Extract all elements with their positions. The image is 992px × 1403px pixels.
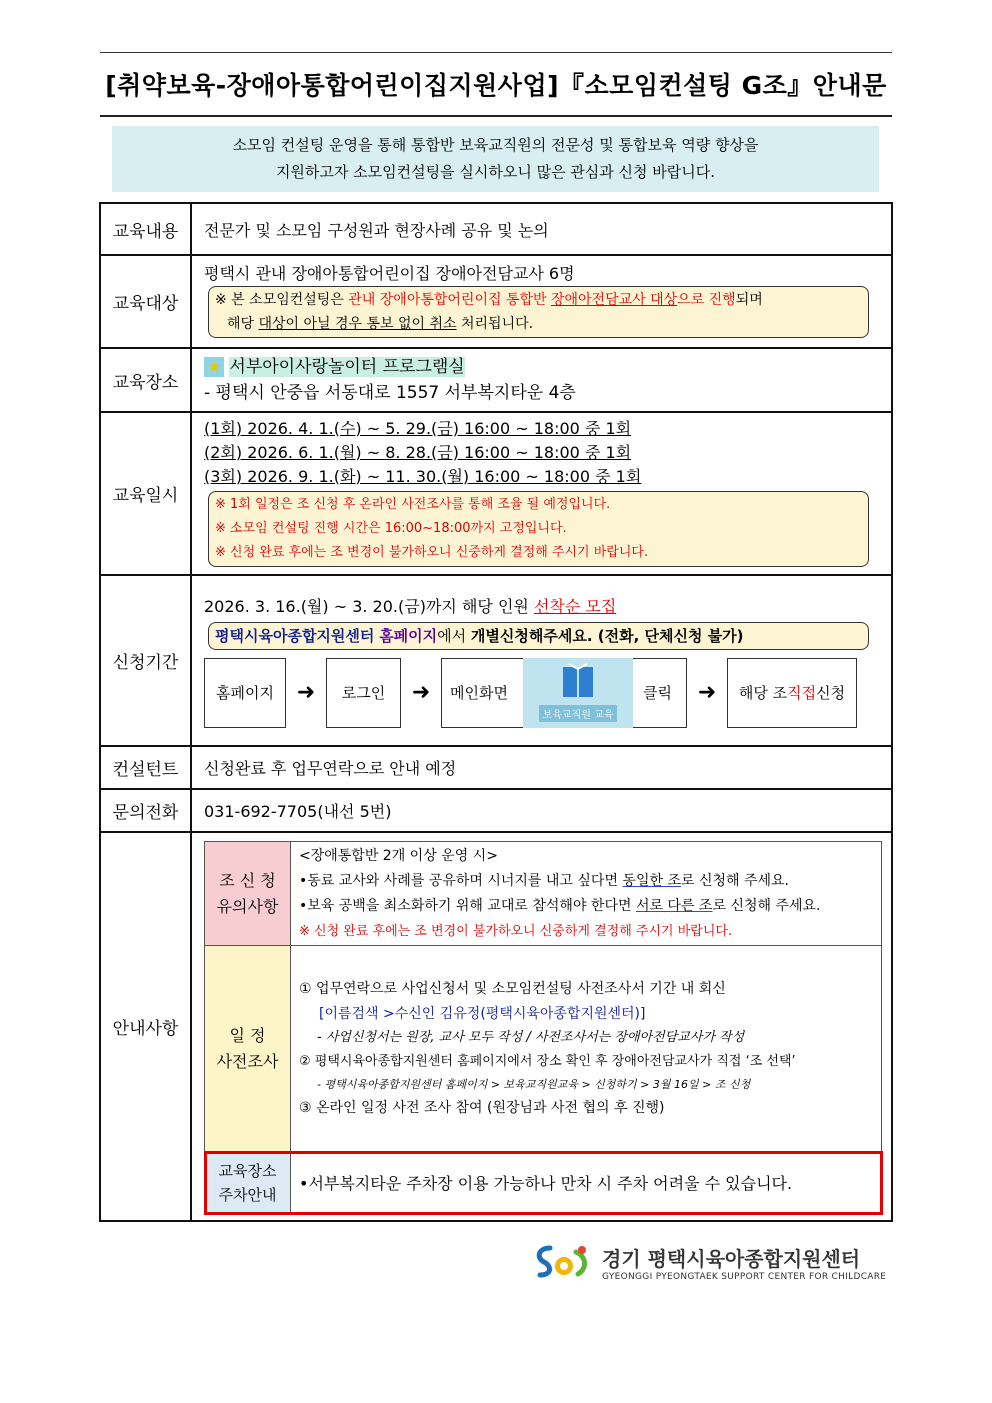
label-consultant: 컨설턴트 <box>100 746 191 789</box>
row-place <box>100 348 892 412</box>
session-3 <box>204 465 879 489</box>
guide-group-bullet-1 <box>299 869 881 894</box>
value-consultant: 신청완료 후 업무연락으로 안내 예정 <box>191 746 892 789</box>
row-schedule <box>100 412 892 575</box>
apply-note-center: 평택시육아종합지원센터 <box>215 626 375 645</box>
flow-apply-direct: 직접 <box>787 684 817 702</box>
apply-note-mid: 에서 <box>437 626 471 645</box>
row-guide <box>100 832 892 1221</box>
flow-main-text: 메인화면 <box>450 684 508 702</box>
guide-row-group <box>205 842 882 946</box>
flow-apply-text: 해당 조 <box>738 684 788 702</box>
book-label: 보육교직원 교육 <box>539 705 618 722</box>
guide-label-survey-1: 일 정 <box>229 1025 266 1045</box>
guide-group-heading: <장애통합반 2개 이상 운영 시> <box>299 847 498 864</box>
guide-row-parking <box>205 1152 882 1214</box>
flow-step-homepage: 홈페이지 <box>204 658 286 728</box>
label-phone: 문의전화 <box>100 789 191 832</box>
flow-apply-end: 신청 <box>816 684 846 702</box>
guide-group-bullet-2 <box>299 894 881 919</box>
target-note-red-2: 으로 진행 <box>677 292 736 308</box>
guide-label-group-1: 조 신 청 <box>219 870 276 890</box>
row-phone <box>100 789 892 832</box>
target-note-end: 되며 <box>735 292 763 308</box>
book-icon-banner <box>523 658 633 728</box>
apply-period <box>204 594 879 620</box>
book-icon <box>561 663 595 701</box>
guide-table <box>204 841 882 1214</box>
value-content: 전문가 및 소모임 구성원과 현장사례 공유 및 논의 <box>191 203 892 255</box>
guide-label-group <box>205 842 291 946</box>
survey-step-1: ① 업무연락으로 사업신청서 및 소모임컨설팅 사전조사서 기간 내 회신 <box>299 980 726 997</box>
target-note-text: ※ 본 소모임컨설팅은 <box>215 292 349 308</box>
apply-first-come: 선착순 모집 <box>533 596 617 616</box>
logo-mark-icon <box>532 1242 594 1282</box>
guide-group-content <box>291 842 882 946</box>
value-schedule <box>191 412 892 575</box>
guide-b1-text: •동료 교사와 사례를 공유하며 시너지를 내고 싶다면 <box>299 872 623 889</box>
survey-step-2-note: - 평택시육아종합지원센터 홈페이지 > 보육교직원교육 > 신청하기 > 3월 16일 > 조 신청 <box>317 1077 751 1091</box>
target-note2-end: 처리됩니다. <box>456 316 534 332</box>
guide-survey-content <box>291 946 882 1152</box>
session-1 <box>204 417 879 441</box>
guide-label-parking-1: 교육장소 <box>218 1161 277 1180</box>
session-2-text: (2회) 2026. 6. 1.(월) ~ 8. 28.(금) 16:00 ~ 18:00 중 1회 <box>204 442 632 462</box>
info-table <box>99 202 893 1222</box>
value-target <box>191 255 892 348</box>
target-note-line-1 <box>215 288 862 312</box>
value-apply <box>191 575 892 746</box>
logo-text <box>602 1243 886 1282</box>
value-phone: 031-692-7705(내선 5번) <box>191 789 892 832</box>
center-logo <box>532 1240 892 1284</box>
session-2 <box>204 441 879 465</box>
survey-step-1-sub: [이름검색 >수신인 김유정(평택시육아종합지원센터)] <box>319 1005 646 1022</box>
target-note-underline: 장애아전담교사 대상 <box>550 292 678 308</box>
guide-label-parking <box>205 1152 291 1214</box>
label-apply: 신청기간 <box>100 575 191 746</box>
flow-step-login: 로그인 <box>326 658 401 728</box>
arrow-icon: ➜ <box>697 680 717 705</box>
label-guide: 안내사항 <box>100 832 191 1221</box>
target-note2-underline: 대상이 아닐 경우 통보 없이 취소 <box>258 316 457 332</box>
row-target <box>100 255 892 348</box>
guide-b2-text: •보육 공백을 최소화하기 위해 교대로 참석해야 한다면 <box>299 897 636 914</box>
guide-label-parking-2: 주차안내 <box>218 1185 277 1204</box>
value-guide <box>191 832 892 1221</box>
flow-click-text: 클릭 <box>643 684 672 702</box>
schedule-notes <box>208 491 869 567</box>
target-note-red: 관내 장애아통합어린이집 통합반 <box>348 292 551 308</box>
guide-b1-underline: 동일한 조 <box>622 872 681 889</box>
guide-label-survey-2: 사전조사 <box>216 1051 279 1071</box>
label-content: 교육내용 <box>100 203 191 255</box>
guide-row-survey <box>205 946 882 1152</box>
apply-note-individual: 개별신청 <box>470 626 529 645</box>
session-3-text: (3회) 2026. 9. 1.(화) ~ 11. 30.(월) 16:00 ~ 18:00 중 1회 <box>204 466 642 486</box>
place-name-line <box>204 354 879 380</box>
apply-period-text: 2026. 3. 16.(월) ~ 3. 20.(금)까지 해당 인원 <box>204 596 534 616</box>
target-text: 평택시 관내 장애아통합어린이집 장애아전담교사 6명 <box>204 264 575 283</box>
logo-english: GYEONGGI PYEONGTAEK SUPPORT CENTER FOR CHILDCARE <box>602 1271 887 1282</box>
schedule-note-2: ※ 소모임 컨설팅 진행 시간은 16:00~18:00까지 고정입니다. <box>215 520 567 536</box>
flow-step-apply <box>727 658 857 728</box>
flow-step-main <box>441 658 687 728</box>
guide-b1-end: 로 신청해 주세요. <box>680 872 789 889</box>
apply-note-end: 해주세요. (전화, 단체신청 불가) <box>528 626 744 645</box>
target-note2-text: 해당 <box>227 316 259 332</box>
apply-note-home: 홈페이지 <box>379 626 438 645</box>
guide-parking-content: •서부복지타운 주차장 이용 가능하나 만차 시 주차 어려울 수 있습니다. <box>291 1152 882 1214</box>
intro-line-1: 소모임 컨설팅 운영을 통해 통합반 보육교직원의 전문성 및 통합보육 역량 향상을 <box>232 136 759 154</box>
schedule-note-1: ※ 1회 일정은 조 신청 후 온라인 사전조사를 통해 조율 될 예정입니다. <box>215 496 611 512</box>
survey-step-3: ③ 온라인 일정 사전 조사 참여 (원장님과 사전 협의 후 진행) <box>299 1099 665 1116</box>
value-place <box>191 348 892 412</box>
guide-b2-end: 로 신청해 주세요. <box>712 897 821 914</box>
place-name: 서부아이사랑놀이터 프로그램실 <box>229 357 465 377</box>
guide-label-group-2: 유의사항 <box>216 896 279 916</box>
arrow-icon: ➜ <box>296 680 316 705</box>
label-target: 교육대상 <box>100 255 191 348</box>
apply-flow <box>204 658 879 728</box>
guide-b2-underline: 서로 다른 조 <box>635 897 713 914</box>
logo-korean: 경기 평택시육아종합지원센터 <box>602 1246 861 1271</box>
target-note <box>208 286 869 338</box>
label-place: 교육장소 <box>100 348 191 412</box>
row-content <box>100 203 892 255</box>
session-1-text: (1회) 2026. 4. 1.(수) ~ 5. 29.(금) 16:00 ~ 18:00 중 1회 <box>204 418 632 438</box>
survey-step-1-note: - 사업신청서는 원장, 교사 모두 작성 / 사전조사서는 장애아전담교사가 작성 <box>317 1029 745 1045</box>
guide-group-warning: ※ 신청 완료 후에는 조 변경이 불가하오니 신중하게 결정해 주시기 바랍니다. <box>299 923 733 939</box>
guide-label-survey <box>205 946 291 1152</box>
schedule-note-3: ※ 신청 완료 후에는 조 변경이 불가하오니 신중하게 결정해 주시기 바랍니다. <box>215 544 649 560</box>
row-apply <box>100 575 892 746</box>
arrow-icon: ➜ <box>411 680 431 705</box>
intro-box <box>112 126 879 192</box>
intro-line-2: 지원하고자 소모임컨설팅을 실시하오니 많은 관심과 신청 바랍니다. <box>275 163 716 181</box>
apply-note <box>208 622 869 650</box>
row-consultant <box>100 746 892 789</box>
survey-step-2: ② 평택시육아종합지원센터 홈페이지에서 장소 확인 후 장애아전담교사가 직접 ‘조 선택’ <box>299 1053 796 1069</box>
label-schedule: 교육일시 <box>100 412 191 575</box>
target-note-line-2 <box>215 312 862 336</box>
place-address: - 평택시 안중읍 서동대로 1557 서부복지타운 4층 <box>204 383 576 403</box>
star-icon: ★ <box>204 357 224 377</box>
session-list <box>204 417 879 489</box>
page-title: [취약보육-장애아통합어린이집지원사업]『소모임컨설팅 G조』안내문 <box>100 52 892 117</box>
